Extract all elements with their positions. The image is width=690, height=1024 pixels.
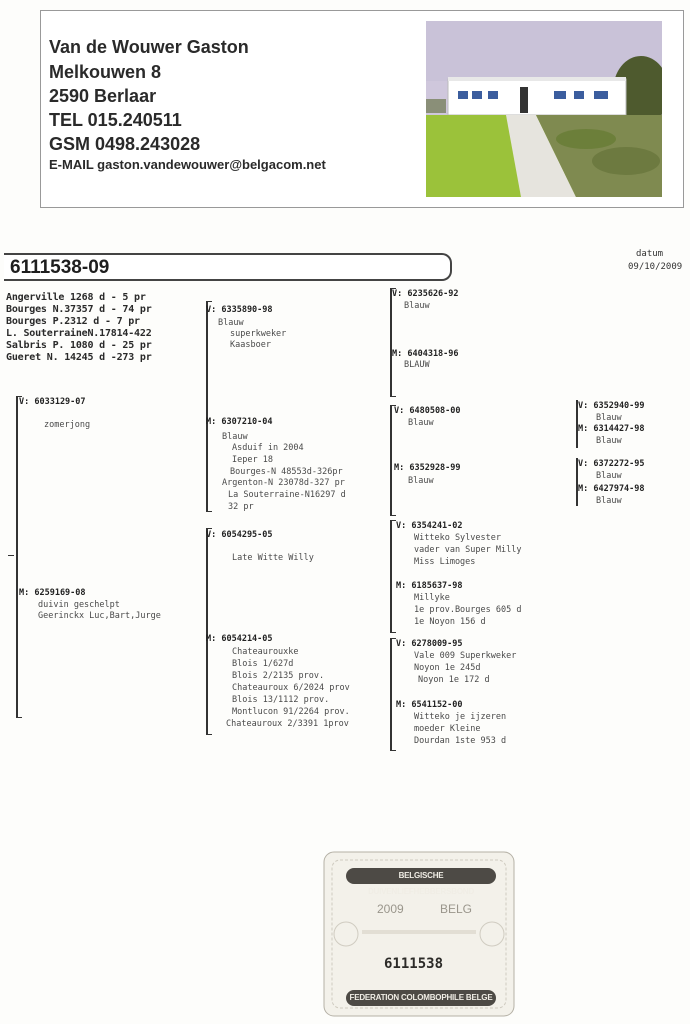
bracket-tick — [206, 511, 212, 512]
mmf-id: V: 6278009-95 — [396, 639, 463, 649]
fm-info: La Souterraine-N16297 d — [228, 490, 346, 500]
breeder-city: 2590 Berlaar — [49, 86, 157, 106]
fm-info: 32 pr — [228, 502, 254, 512]
fmff-id: V: 6352940-99 — [578, 401, 645, 411]
mfm-info: Millyke — [414, 593, 450, 603]
fmm-id: M: 6352928-99 — [394, 463, 461, 473]
breeder-name: Van de Wouwer Gaston — [49, 37, 249, 57]
ffm-info: BLAUW — [404, 360, 430, 370]
mmm-id: M: 6541152-00 — [396, 700, 463, 710]
mm-info: Blois 13/1112 prov. — [232, 695, 330, 705]
mff-id: V: 6354241-02 — [396, 521, 463, 531]
mf-id: V: 6054295-05 — [206, 530, 273, 540]
fmmm-info: Blauw — [596, 496, 622, 506]
bracket-tick — [206, 528, 212, 529]
mmm-info: Dourdan 1ste 953 d — [414, 736, 507, 746]
father-id: V: 6033129-07 — [19, 397, 86, 407]
mm-info: Blois 1/627d — [232, 659, 294, 669]
fmmf-id: V: 6372272-95 — [578, 459, 645, 469]
mm-info: Montlucon 91/2264 prov. — [232, 707, 350, 717]
mother-info: duivin geschelpt — [38, 600, 120, 610]
mfm-info: 1e Noyon 156 d — [414, 617, 486, 627]
gen3-bracket — [390, 288, 392, 396]
mmf-info: Vale 009 Superkweker — [414, 651, 517, 661]
mother-id: M: 6259169-08 — [19, 588, 86, 598]
fm-info: Ieper 18 — [232, 455, 273, 465]
mf-info: Late Witte Willy — [232, 553, 314, 563]
bracket-tick — [206, 734, 212, 735]
gen3-bracket — [390, 638, 392, 750]
result-line: Gueret N. 14245 d -273 pr — [6, 352, 152, 363]
mmm-info: Witteko je ijzeren — [414, 712, 507, 722]
fmfm-id: M: 6314427-98 — [578, 424, 645, 434]
mm-info: Chateauroux 2/3391 1prov — [226, 719, 349, 729]
breeder-header-card — [40, 10, 684, 208]
result-line: Bourges N.37357 d - 74 pr — [6, 304, 152, 315]
fmfm-info: Blauw — [596, 436, 622, 446]
stamp-ring-number: 6111538 — [384, 956, 444, 972]
bracket-tick — [390, 632, 396, 633]
fff-info: Blauw — [404, 301, 430, 311]
fff-id: V: 6235626-92 — [392, 289, 459, 299]
breeder-tel: TEL 015.240511 — [49, 110, 182, 130]
datum-label: datum — [636, 249, 664, 259]
mff-info: Miss Limoges — [414, 557, 476, 567]
stamp-bottom-band: FEDERATION COLOMBOPHILE BELGE — [346, 990, 496, 1006]
fmm-info: Blauw — [408, 476, 434, 486]
gen2-mother-bracket — [206, 528, 208, 734]
pigeon-ring-number: 6111538-09 — [10, 257, 110, 278]
fmf-info: Blauw — [408, 418, 434, 428]
bracket-tick — [390, 515, 396, 516]
fm-id: M: 6307210-04 — [206, 417, 273, 427]
mother-info: Geerinckx Luc,Bart,Jurge — [38, 611, 161, 621]
stamp-top-band: BELGISCHE DUIVENLIEFHEBBERSBOND — [346, 868, 496, 884]
ff-id: V: 6335890-98 — [206, 305, 273, 315]
gen3-bracket — [390, 405, 392, 515]
mmm-info: moeder Kleine — [414, 724, 481, 734]
pigeon-id-banner — [4, 253, 452, 281]
bracket-tick — [390, 750, 396, 751]
breeder-street: Melkouwen 8 — [49, 62, 162, 82]
result-line: Angerville 1268 d - 5 pr — [6, 292, 146, 303]
mfm-info: 1e prov.Bourges 605 d — [414, 605, 522, 615]
loft-photo — [426, 21, 662, 197]
fmmf-info: Blauw — [596, 471, 622, 481]
mmf-info: Noyon 1e 245d — [414, 663, 481, 673]
gen1-tick — [8, 555, 14, 556]
result-line: L. SouterraineN.17814-422 — [6, 328, 152, 339]
fm-info: Asduif in 2004 — [232, 443, 304, 453]
gen2-father-bracket — [206, 301, 208, 511]
fmff-info: Blauw — [596, 413, 622, 423]
father-info: zomerjong — [44, 420, 91, 430]
result-line: Salbris P. 1080 d - 25 pr — [6, 340, 152, 351]
mm-id: M: 6054214-05 — [206, 634, 273, 644]
mff-info: Witteko Sylvester — [414, 533, 501, 543]
ff-info: superkweker — [230, 329, 287, 339]
mm-info: Chateaurouxke — [232, 647, 299, 657]
mff-info: vader van Super Milly — [414, 545, 522, 555]
gen1-bracket — [16, 396, 18, 718]
bracket-tick — [206, 301, 212, 302]
mm-info: Chateauroux 6/2024 prov — [232, 683, 350, 693]
fmf-id: V: 6480508-00 — [394, 406, 461, 416]
mfm-id: M: 6185637-98 — [396, 581, 463, 591]
mmf-info: Noyon 1e 172 d — [418, 675, 490, 685]
mm-info: Blois 2/2135 prov. — [232, 671, 325, 681]
datum-value: 09/10/2009 — [628, 262, 683, 272]
fm-info: Argenton-N 23078d-327 pr — [222, 478, 345, 488]
bracket-tick — [16, 717, 22, 718]
gen3-bracket — [390, 520, 392, 632]
breeder-email: E-MAIL gaston.vandewouwer@belgacom.net — [49, 157, 326, 172]
breeder-gsm: GSM 0498.243028 — [49, 134, 201, 154]
stamp-country: BELG — [440, 902, 473, 916]
ff-info: Kaasboer — [230, 340, 271, 350]
fm-info: Blauw — [222, 432, 248, 442]
ffm-id: M: 6404318-96 — [392, 349, 459, 359]
result-line: Bourges P.2312 d - 7 pr — [6, 316, 140, 327]
ff-info: Blauw — [218, 318, 244, 328]
fm-info: Bourges-N 48553d-326pr — [230, 467, 343, 477]
stamp-year: 2009 — [377, 902, 404, 916]
bracket-tick — [390, 396, 396, 397]
federation-stamp — [322, 848, 516, 1020]
fmmm-id: M: 6427974-98 — [578, 484, 645, 494]
